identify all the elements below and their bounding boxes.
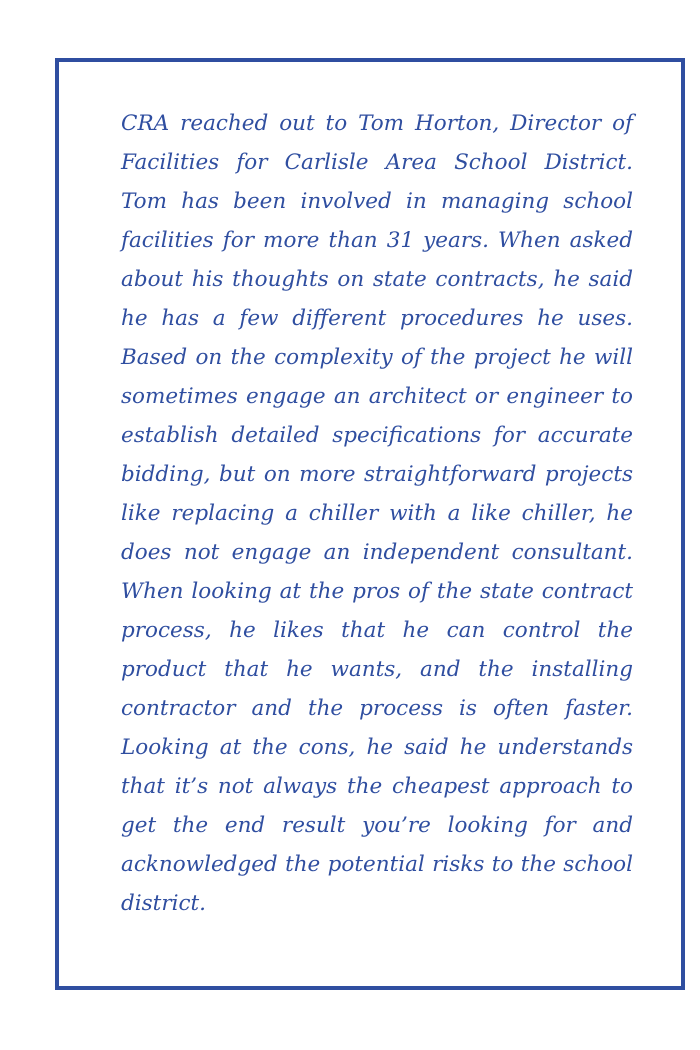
callout-box: [55, 58, 685, 990]
callout-text: CRA reached out to Tom Horton, Director of Facilities for Carlisle Area School District. Tom has been involved in managing school facilities for more than 31 years. When asked about his thoughts on state contracts, he said he has a few different procedures he uses. Based on the complexity of the project he will sometimes engage an architect or engineer to establish detailed specifications for accurate bidding, but on more straightforward projects like replacing a chiller with a like chiller, he does not engage an independent consultant. When looking at the pros of the state contract process, he likes that he can control the product that he wants, and the installing contractor and the process is often faster. Looking at the cons, he said he understands that it’s not always the cheapest approach to get the end result you’re looking for and acknowledged the potential risks to the school district.: [121, 111, 633, 916]
